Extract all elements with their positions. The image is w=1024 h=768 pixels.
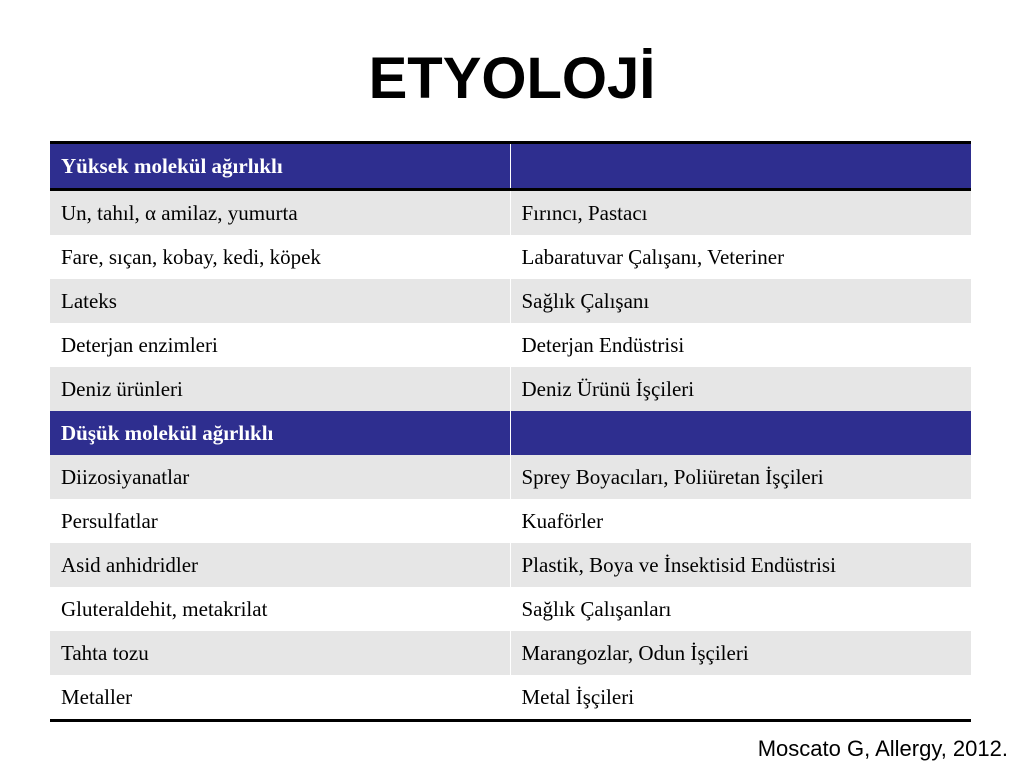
occupation-cell: Fırıncı, Pastacı xyxy=(510,190,971,236)
table-row xyxy=(50,675,971,721)
occupation-cell: Kuaförler xyxy=(510,499,971,543)
agent-cell: Deterjan enzimleri xyxy=(50,323,510,367)
occupation-cell: Deniz Ürünü İşçileri xyxy=(510,367,971,411)
table-row xyxy=(50,455,971,499)
slide-title: ETYOLOJİ xyxy=(368,46,656,111)
section-header-high-molecular xyxy=(50,143,971,190)
agent-cell: Diizosiyanatlar xyxy=(50,455,510,499)
table-row xyxy=(50,499,971,543)
agent-cell: Asid anhidridler xyxy=(50,543,510,587)
table-row xyxy=(50,279,971,323)
occupation-cell: Plastik, Boya ve İnsektisid Endüstrisi xyxy=(510,543,971,587)
occupation-cell: Sağlık Çalışanları xyxy=(510,587,971,631)
agent-cell: Tahta tozu xyxy=(50,631,510,675)
section-header-low-molecular xyxy=(50,411,971,455)
section-header-empty-cell xyxy=(510,143,971,190)
section-header-label: Düşük molekül ağırlıklı xyxy=(50,411,510,455)
agent-cell: Fare, sıçan, kobay, kedi, köpek xyxy=(50,235,510,279)
table-row xyxy=(50,323,971,367)
table-row xyxy=(50,543,971,587)
section-header-label: Yüksek molekül ağırlıklı xyxy=(50,143,510,190)
agent-cell: Deniz ürünleri xyxy=(50,367,510,411)
agent-cell: Gluteraldehit, metakrilat xyxy=(50,587,510,631)
occupation-cell: Deterjan Endüstrisi xyxy=(510,323,971,367)
table-row xyxy=(50,235,971,279)
table-row xyxy=(50,190,971,236)
agent-cell: Metaller xyxy=(50,675,510,721)
section-header-empty-cell xyxy=(510,411,971,455)
occupation-cell: Sağlık Çalışanı xyxy=(510,279,971,323)
agent-cell: Lateks xyxy=(50,279,510,323)
occupation-cell: Labaratuvar Çalışanı, Veteriner xyxy=(510,235,971,279)
etiology-table xyxy=(50,141,971,722)
agent-cell: Un, tahıl, α amilaz, yumurta xyxy=(50,190,510,236)
occupation-cell: Sprey Boyacıları, Poliüretan İşçileri xyxy=(510,455,971,499)
table-row xyxy=(50,631,971,675)
table-row xyxy=(50,367,971,411)
citation: Moscato G, Allergy, 2012. xyxy=(757,736,1008,761)
agent-cell: Persulfatlar xyxy=(50,499,510,543)
occupation-cell: Metal İşçileri xyxy=(510,675,971,721)
occupation-cell: Marangozlar, Odun İşçileri xyxy=(510,631,971,675)
table-row xyxy=(50,587,971,631)
